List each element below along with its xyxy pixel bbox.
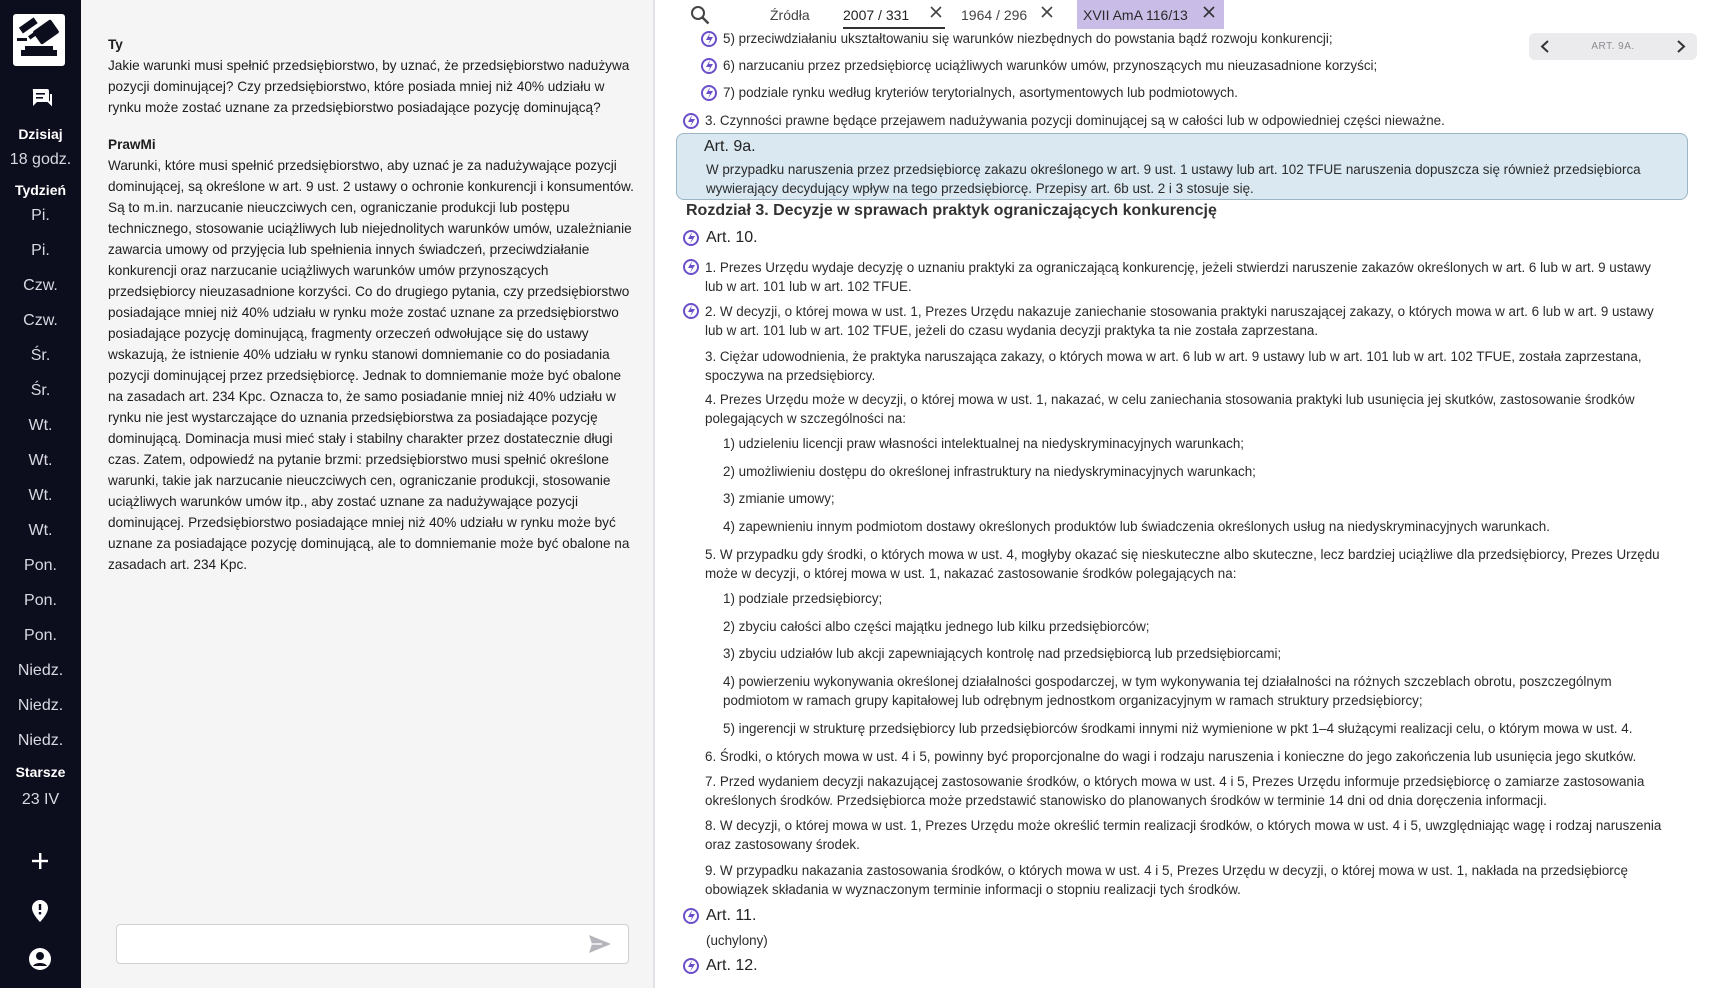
tab-sources[interactable]: Źródła	[770, 7, 810, 23]
ai-explain-icon[interactable]	[683, 958, 699, 974]
law-text: 6) narzucaniu przez przedsiębiorcę uciążliwych warunków umów, przynoszących mu nieuzasadnione korzyści;	[723, 58, 1378, 73]
ai-explain-icon[interactable]	[683, 259, 699, 275]
message-author: Ty	[108, 37, 123, 52]
chat-input[interactable]	[116, 924, 629, 964]
history-item[interactable]: Wt.	[28, 522, 53, 539]
history-item[interactable]: Śr.	[30, 347, 51, 364]
tab-1964-296[interactable]: 1964 / 296	[961, 7, 1028, 23]
history-item[interactable]: Pon.	[24, 557, 57, 574]
history-heading-week: Tydzień	[14, 182, 67, 198]
history-item[interactable]: Czw.	[23, 277, 58, 294]
message-text: Warunki, które musi spełnić przedsiębiorstwo, aby uznać je za nadużywające pozycji dominującej, są określone w art. 9 ust. 2 ustawy o ochronie konkurencji i konsumentów. Są to m.in. narzucanie nieuczciwych cen, ograniczanie produkcji lub postępu technicznego, stosowanie uciążliwych lub niejednolitych warunków umów, uzależnianie zawarcia umowy od przyjęcia lub spełnienia innych świadczeń, przeciwdziałanie konkurencji oraz narzucanie uciążliwych warunków umów przynoszących przedsiębiorcy nieuzasadnione korzyści. Co do drugiego pytania, czy przedsiębiorstwo posiadające mniej niż 40% udziału w rynku może zostać uznane za przedsiębiorstwo posiadające pozycję dominującą, fragmenty orzeczeń odwołujące się do ustawy wskazują, że istnienie 40% udziału w rynku stanowi domniemanie co do posiadania pozycji dominującej przez przedsiębiorcę. Jednak to domniemanie może być obalone na zasadach art. 234 Kpc. Oznacza to, że samo posiadanie mniej niż 40% udziału w rynku nie jest wystarczające do uznania przedsiębiorstwa za posiadające pozycję dominującą. Dominacja musi mieć stały i stabilny charakter przez dostatecznie długi czas. Zatem, odpowiedź na pytanie brzmi: przedsiębiorstwo musi spełnić określone warunki, takie jak narzucanie nieuczciwych cen, ograniczanie produkcji, stosowanie uciążliwych warunków umów itp., aby zostać uznane za nadużywające pozycji dominującej. Przedsiębiorstwo posiadające mniej niż 40% udziału w rynku może być uznane za posiadające pozycję dominującą, ale to domniemanie może być obalone na zasadach art. 234 Kpc.	[108, 158, 634, 572]
article-heading: Art. 10.	[706, 229, 758, 246]
history-item[interactable]: Wt.	[28, 487, 53, 504]
law-text: 1) podziale przedsiębiorcy;	[723, 591, 883, 606]
history-item[interactable]: Czw.	[23, 312, 58, 329]
law-text: 4) zapewnieniu innym podmiotom dostawy określonych produktów lub świadczenia określonych usług na niedyskryminacyjnych warunkach.	[723, 519, 1550, 534]
account-icon[interactable]	[27, 946, 53, 972]
history-list	[0, 120, 81, 813]
law-text: polegających w szczególności na:	[705, 411, 906, 426]
law-text: 8. W decyzji, o której mowa w ust. 1, Prezes Urzędu może określić termin realizacji środków, o których mowa w ust. 4 i 5, uwzględniając wagę i rodzaj naruszenia	[705, 818, 1662, 833]
law-text: W przypadku naruszenia przez przedsiębiorcę zakazu określonego w art. 9 ust. 1 ustawy lub art. 102 TFUE naruszenia dopuszcza się również przedsiębiorca	[706, 162, 1641, 177]
law-text: określonych środków. Przedsiębiorca może przedstawić stanowisko do planowanych środków w terminie 14 dni od dnia doręczenia informacji.	[705, 793, 1547, 808]
history-item[interactable]: Pi.	[31, 242, 50, 259]
law-text: spoczywa na przedsiębiorcy.	[705, 368, 876, 383]
law-text: 4. Prezes Urzędu może w decyzji, o której mowa w ust. 1, nakazać, w celu zaniechania stosowania praktyki lub usunięcia jej skutków, zastosowanie środków	[705, 392, 1635, 407]
law-text: obowiązek składania w wyznaczonym terminie informacji o stopniu realizacji tych środków.	[705, 882, 1241, 897]
article-heading: Art. 12.	[706, 957, 758, 974]
chapter-heading: Rozdział 3. Decyzje w sprawach praktyk ograniczających konkurencję	[686, 202, 1217, 219]
chevron-right-icon[interactable]	[1675, 40, 1687, 53]
law-text: 3) zmianie umowy;	[723, 491, 835, 506]
history-item[interactable]: 18 godz.	[9, 151, 72, 168]
close-icon[interactable]	[930, 6, 942, 18]
law-text: 4) powierzeniu wykonywania określonej działalności gospodarczej, w tym wykonywania tej działalności na różnych szczeblach obrotu, poszczególnym	[723, 674, 1612, 689]
law-text: 5. W przypadku gdy środki, o których mowa w ust. 4, mogłyby okazać się nieskuteczne albo skuteczne, lecz bardziej uciążliwe dla przedsiębiorcy, Prezes Urzędu	[705, 547, 1660, 562]
chevron-left-icon[interactable]	[1539, 40, 1551, 53]
law-text: 3. Ciężar udowodnienia, że praktyka naruszająca zakazy, o których mowa w art. 6 lub w art. 9 ustawy lub w art. 101 lub w art. 102 TFUE, została zaprzestana,	[705, 349, 1642, 364]
law-text: 9. W przypadku nakazania zastosowania środków, o których mowa w ust. 4 i 5, Prezes Urzędu w decyzji, o której mowa w ust. 1, nakłada na przedsiębiorcę	[705, 863, 1628, 878]
message-text: Jakie warunki musi spełnić przedsiębiorstwo, by uznać, że przedsiębiorstwo nadużywa pozycji dominującej? Czy przedsiębiorstwo, które posiada mniej niż 40% udziału w rynku może zostać uznane za przedsiębiorstwo posiadające pozycję dominującą?	[108, 58, 630, 115]
law-text: może w decyzji, o której mowa w ust. 1, nakazać zastosowanie środków polegających na:	[705, 566, 1237, 581]
law-text: wywierający decydujący wpływ na tego przedsiębiorcę. Przepisy art. 6b ust. 2 i 3 stosuje się.	[706, 181, 1254, 196]
tab-xvii-ama[interactable]: XVII AmA 116/13	[1083, 7, 1188, 23]
history-item[interactable]: Niedz.	[17, 662, 64, 679]
law-text: 5) ingerencji w strukturę przedsiębiorcy lub przedsiębiorców środkami innymi niż wymienione w pkt 1–4 służącymi realizacji celu, o którym mowa w ust. 4.	[723, 721, 1633, 736]
send-icon[interactable]	[588, 934, 612, 954]
search-icon[interactable]	[690, 5, 710, 25]
assistant-message	[108, 134, 636, 575]
law-text: 1. Prezes Urzędu wydaje decyzję o uznaniu praktyki za ograniczającą konkurencję, jeżeli stwierdzi naruszenie zakazów określonych w art. 6 lub w art. 9 ustawy	[705, 260, 1651, 275]
law-text: 6. Środki, o których mowa w ust. 4 i 5, powinny być proporcjonalne do wagi i rodzaju naruszenia i konieczne do jego zakończenia lub usunięcia jego skutków.	[705, 749, 1637, 764]
history-item[interactable]: Śr.	[30, 382, 51, 399]
law-text: podmiotom w ramach grupy kapitałowej lub odrębnym jednostkom organizacyjnym w ramach struktury przedsiębiorcy;	[723, 693, 1423, 708]
ai-explain-icon[interactable]	[701, 58, 717, 74]
history-item[interactable]: Pi.	[31, 207, 50, 224]
law-text: 1) udzieleniu licencji praw własności intelektualnej na niedyskryminacyjnych warunkach;	[723, 436, 1244, 451]
history-item[interactable]: Wt.	[28, 452, 53, 469]
history-heading-today: Dzisiaj	[18, 126, 63, 142]
history-item[interactable]: Wt.	[28, 417, 53, 434]
article-nav-label: ART. 9A.	[1591, 41, 1635, 52]
chat-panel	[81, 0, 653, 988]
feedback-alert-icon[interactable]	[28, 898, 52, 924]
tab-bar	[655, 0, 1710, 30]
ai-explain-icon[interactable]	[683, 908, 699, 924]
law-text: (uchylony)	[706, 933, 768, 948]
article-heading: Art. 9a.	[704, 138, 756, 155]
law-text: 7) podziale rynku według kryteriów terytorialnych, asortymentowych lub podmiotowych.	[723, 85, 1239, 100]
close-icon[interactable]	[1203, 6, 1215, 18]
close-icon[interactable]	[1041, 6, 1053, 18]
sidebar	[0, 0, 81, 988]
chat-icon[interactable]	[28, 86, 54, 110]
logo-icon[interactable]	[13, 14, 65, 66]
history-heading-older: Starsze	[15, 764, 66, 780]
law-text: oraz zastosowany środek.	[705, 837, 860, 852]
ai-explain-icon[interactable]	[701, 31, 717, 47]
article-heading: Art. 11.	[706, 907, 757, 924]
new-chat-plus-icon[interactable]	[27, 848, 53, 874]
user-message	[108, 34, 636, 118]
history-item[interactable]: 23 IV	[21, 791, 60, 808]
law-text: 2. W decyzji, o której mowa w ust. 1, Prezes Urzędu nakazuje zaniechanie stosowania praktyki naruszającej zakazy, o których mowa w art. 6 lub w art. 9 ustawy	[705, 304, 1654, 319]
law-text: 2) umożliwieniu dostępu do określonej infrastruktury na niedyskryminacyjnych warunkach;	[723, 464, 1256, 479]
law-text: 5) przeciwdziałaniu ukształtowaniu się warunków niezbędnych do powstania bądź rozwoju konkurencji;	[723, 31, 1333, 46]
document-pane	[655, 0, 1710, 988]
article-navigator	[1529, 33, 1697, 60]
history-item[interactable]: Niedz.	[17, 697, 64, 714]
law-text: lub w art. 101 lub w art. 102 TFUE, jeżeli do czasu wydania decyzji praktyka ta nie została zaprzestana.	[705, 323, 1319, 338]
ai-explain-icon[interactable]	[683, 303, 699, 319]
law-text: 3. Czynności prawne będące przejawem nadużywania pozycji dominującej są w całości lub w odpowiedniej części nieważne.	[705, 113, 1445, 128]
history-item[interactable]: Pon.	[24, 592, 57, 609]
ai-explain-icon[interactable]	[683, 230, 699, 246]
ai-explain-icon[interactable]	[701, 85, 717, 101]
history-item[interactable]: Pon.	[24, 627, 57, 644]
law-text: lub w art. 101 lub w art. 102 TFUE.	[705, 279, 912, 294]
law-text: 2) zbyciu całości albo części majątku jednego lub kilku przedsiębiorców;	[723, 619, 1150, 634]
law-text: 3) zbyciu udziałów lub akcji zapewniających kontrolę nad przedsiębiorcą lub przedsiębiorcami;	[723, 646, 1282, 661]
history-item[interactable]: Niedz.	[17, 732, 64, 749]
message-author: PrawMi	[108, 137, 156, 152]
tab-2007-331[interactable]: 2007 / 331	[843, 7, 910, 23]
ai-explain-icon[interactable]	[683, 113, 699, 129]
law-text: 7. Przed wydaniem decyzji nakazującej zastosowanie środków, o których mowa w ust. 4 i 5, Prezes Urzędu informuje przedsiębiorcę o zamiarze zastosowania	[705, 774, 1645, 789]
